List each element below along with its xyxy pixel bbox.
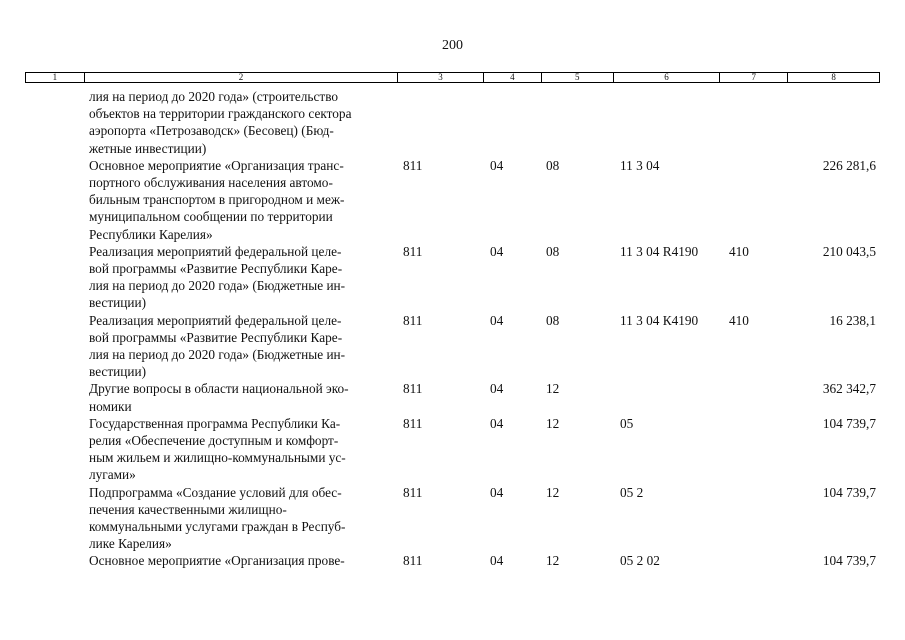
subsection-code: 12 bbox=[546, 553, 560, 569]
target-article-code: 11 3 04 bbox=[620, 157, 660, 173]
row-description bbox=[89, 415, 389, 484]
description-line: вой программы «Развитие Республики Каре- bbox=[89, 329, 343, 345]
chapter-code: 811 bbox=[403, 415, 423, 431]
row-description bbox=[89, 484, 389, 553]
section-code: 04 bbox=[490, 484, 504, 500]
table-row bbox=[0, 484, 905, 553]
table-header bbox=[25, 72, 880, 83]
description-line: номики bbox=[89, 398, 132, 414]
target-article-code: 05 2 02 bbox=[620, 553, 660, 569]
amount: 104 739,7 bbox=[822, 415, 876, 431]
row-description bbox=[89, 552, 389, 569]
table-row bbox=[0, 312, 905, 381]
subsection-code: 08 bbox=[546, 157, 560, 173]
header-col-6: 6 bbox=[614, 73, 721, 82]
description-line: аэропорта «Петрозаводск» (Бесовец) (Бюд- bbox=[89, 123, 334, 139]
description-line: релия «Обеспечение доступным и комфорт- bbox=[89, 433, 339, 449]
table-row bbox=[0, 243, 905, 312]
row-description bbox=[89, 243, 389, 312]
description-line: муниципальном сообщении по территории bbox=[89, 209, 333, 225]
chapter-code: 811 bbox=[403, 381, 423, 397]
section-code: 04 bbox=[490, 415, 504, 431]
description-line: коммунальными услугами граждан в Респуб- bbox=[89, 519, 346, 535]
table-row bbox=[0, 88, 905, 157]
section-code: 04 bbox=[490, 243, 504, 259]
amount: 104 739,7 bbox=[822, 484, 876, 500]
description-line: жетные инвестиции) bbox=[89, 140, 207, 156]
description-line: Республики Карелия» bbox=[89, 226, 213, 242]
expense-type-code: 410 bbox=[729, 243, 749, 259]
subsection-code: 08 bbox=[546, 243, 560, 259]
description-line: Подпрограмма «Создание условий для обес- bbox=[89, 484, 342, 500]
chapter-code: 811 bbox=[403, 484, 423, 500]
amount: 104 739,7 bbox=[822, 553, 876, 569]
description-line: ным жильем и жилищно-коммунальными ус- bbox=[89, 450, 346, 466]
amount: 226 281,6 bbox=[822, 157, 876, 173]
section-code: 04 bbox=[490, 312, 504, 328]
description-line: лугами» bbox=[89, 467, 136, 483]
header-col-5: 5 bbox=[542, 73, 614, 82]
description-line: вестиции) bbox=[89, 295, 147, 311]
header-col-2: 2 bbox=[85, 73, 398, 82]
subsection-code: 12 bbox=[546, 484, 560, 500]
description-line: вой программы «Развитие Республики Каре- bbox=[89, 261, 343, 277]
section-code: 04 bbox=[490, 157, 504, 173]
description-line: Основное мероприятие «Организация прове- bbox=[89, 553, 345, 569]
section-code: 04 bbox=[490, 381, 504, 397]
expense-type-code: 410 bbox=[729, 312, 749, 328]
table-body bbox=[0, 88, 905, 570]
description-line: лия на период до 2020 года» (строительство bbox=[89, 89, 339, 104]
chapter-code: 811 bbox=[403, 243, 423, 259]
header-col-3: 3 bbox=[398, 73, 484, 82]
target-article-code: 11 3 04 К4190 bbox=[620, 312, 699, 328]
description-line: вестиции) bbox=[89, 364, 147, 380]
subsection-code: 12 bbox=[546, 415, 560, 431]
table-row bbox=[0, 157, 905, 243]
row-description bbox=[89, 88, 389, 157]
description-line: лия на период до 2020 года» (Бюджетные ин- bbox=[89, 347, 346, 363]
chapter-code: 811 bbox=[403, 553, 423, 569]
subsection-code: 08 bbox=[546, 312, 560, 328]
target-article-code: 11 3 04 R4190 bbox=[620, 243, 699, 259]
row-description bbox=[89, 312, 389, 381]
description-line: лике Карелия» bbox=[89, 536, 172, 552]
table-row bbox=[0, 415, 905, 484]
table-row bbox=[0, 552, 905, 569]
chapter-code: 811 bbox=[403, 157, 423, 173]
header-col-7: 7 bbox=[720, 73, 788, 82]
amount: 362 342,7 bbox=[822, 381, 876, 397]
description-line: Реализация мероприятий федеральной целе- bbox=[89, 243, 342, 259]
header-col-4: 4 bbox=[484, 73, 542, 82]
description-line: Реализация мероприятий федеральной целе- bbox=[89, 312, 342, 328]
description-line: объектов на территории гражданского сектора bbox=[89, 106, 352, 122]
amount: 210 043,5 bbox=[822, 243, 876, 259]
header-col-8: 8 bbox=[831, 72, 836, 82]
row-description bbox=[89, 380, 389, 414]
subsection-code: 12 bbox=[546, 381, 560, 397]
page-number: 200 bbox=[442, 38, 463, 53]
description-line: печения качественными жилищно- bbox=[89, 501, 287, 517]
description-line: портного обслуживания населения автомо- bbox=[89, 175, 333, 191]
row-description bbox=[89, 157, 389, 243]
description-line: Государственная программа Республики Ка- bbox=[89, 415, 341, 431]
description-line: лия на период до 2020 года» (Бюджетные ин- bbox=[89, 278, 346, 294]
section-code: 04 bbox=[490, 553, 504, 569]
description-line: Основное мероприятие «Организация транс- bbox=[89, 157, 344, 173]
description-line: Другие вопросы в области национальной эко- bbox=[89, 381, 349, 397]
description-line: бильным транспортом в пригородном и меж- bbox=[89, 192, 345, 208]
table-row bbox=[0, 380, 905, 414]
amount: 16 238,1 bbox=[829, 312, 876, 328]
target-article-code: 05 2 bbox=[620, 484, 644, 500]
header-col-1: 1 bbox=[26, 73, 85, 82]
target-article-code: 05 bbox=[620, 415, 634, 431]
chapter-code: 811 bbox=[403, 312, 423, 328]
